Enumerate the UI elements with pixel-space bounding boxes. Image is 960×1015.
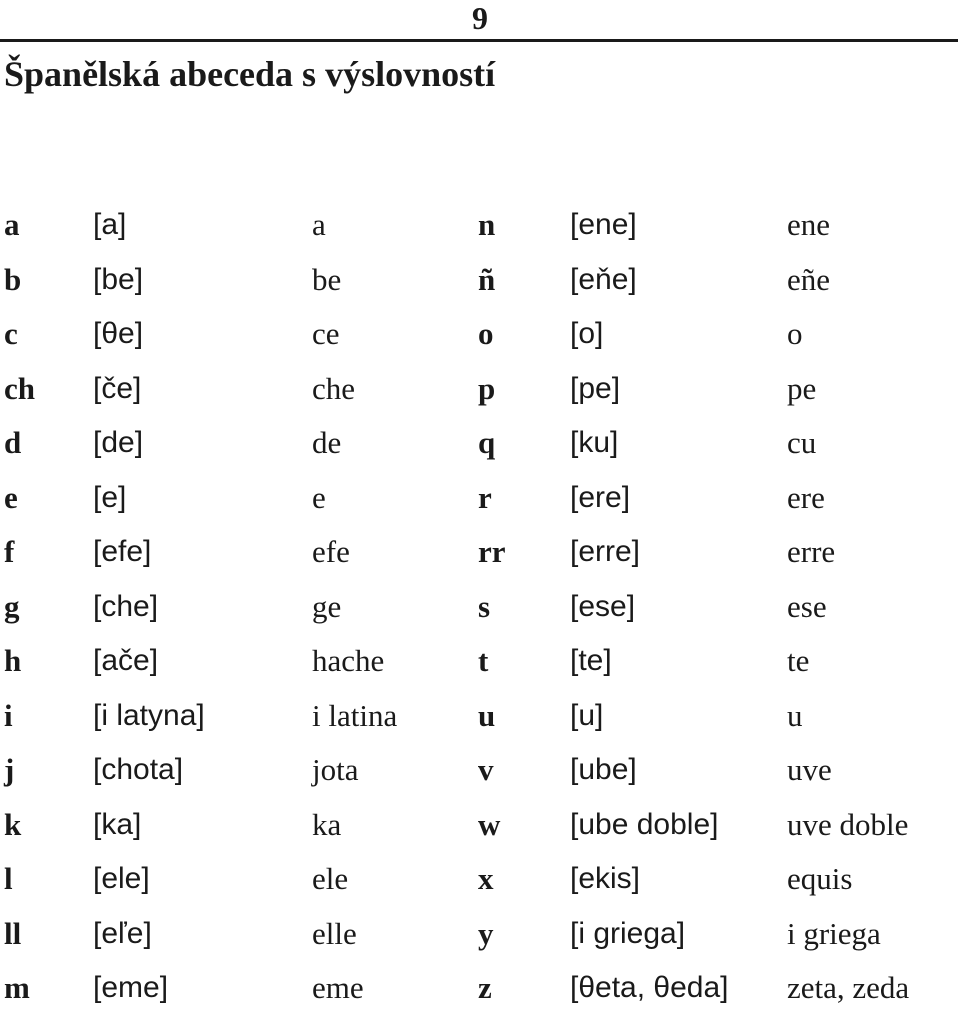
letter-right: t — [478, 643, 489, 678]
letter-right: s — [478, 588, 491, 624]
letter-name-right: u — [787, 697, 803, 733]
letter-left: m — [4, 970, 30, 1005]
letter-left: h — [4, 643, 22, 678]
alphabet-row — [0, 253, 960, 307]
letter-name-right: erre — [787, 534, 836, 569]
letter-name-right: ene — [787, 207, 831, 242]
letter-name-left: ce — [312, 316, 340, 351]
letter-left: a — [4, 207, 20, 242]
alphabet-row — [0, 307, 960, 361]
letter-name-right: i griega — [787, 915, 881, 951]
letter-name-left: be — [312, 261, 342, 297]
letter-name-right: cu — [787, 425, 817, 460]
letter-name-left: a — [312, 207, 326, 242]
alphabet-row — [0, 743, 960, 797]
pronunciation-left: [ele] — [93, 862, 150, 895]
alphabet-row — [0, 362, 960, 416]
alphabet-row — [0, 852, 960, 906]
alphabet-row — [0, 525, 960, 579]
letter-right: ñ — [478, 261, 496, 297]
letter-right: n — [478, 207, 496, 242]
letter-name-right: eñe — [787, 261, 831, 297]
letter-name-left: i latina — [312, 697, 398, 733]
letter-name-right: equis — [787, 861, 853, 896]
pronunciation-right: [ekis] — [570, 862, 641, 895]
letter-name-left: ele — [312, 861, 349, 896]
pronunciation-left: [če] — [93, 371, 142, 405]
letter-name-left: hache — [312, 643, 385, 678]
letter-name-right: ese — [787, 588, 827, 624]
letter-name-left: e — [312, 479, 326, 515]
letter-left: b — [4, 261, 22, 297]
letter-name-left: elle — [312, 915, 357, 951]
letter-left: f — [4, 534, 15, 569]
pronunciation-left: [ače] — [93, 644, 159, 677]
letter-right: o — [478, 316, 494, 351]
pronunciation-right: [o] — [570, 317, 604, 350]
letter-name-right: o — [787, 316, 803, 351]
letter-name-right: te — [787, 643, 810, 678]
alphabet-row — [0, 416, 960, 470]
letter-right: rr — [478, 534, 506, 569]
letter-left: ch — [4, 370, 35, 406]
letter-right: q — [478, 425, 496, 460]
letter-left: e — [4, 479, 18, 515]
letter-left: c — [4, 316, 18, 351]
pronunciation-right: [i griega] — [570, 916, 686, 950]
alphabet-row — [0, 961, 960, 1015]
pronunciation-left: [che] — [93, 589, 159, 623]
pronunciation-right: [ene] — [570, 208, 637, 241]
page-title: Španělská abeceda s výslovností — [4, 54, 496, 94]
letter-name-left: ka — [312, 806, 342, 842]
pronunciation-right: [erre] — [570, 535, 641, 568]
pronunciation-left: [eme] — [93, 971, 169, 1004]
letter-name-right: uve — [787, 752, 832, 787]
alphabet-row — [0, 471, 960, 525]
letter-left: j — [4, 752, 15, 787]
letter-name-left: efe — [312, 534, 350, 569]
pronunciation-left: [eľe] — [93, 916, 152, 950]
letter-name-right: ere — [787, 479, 825, 515]
pronunciation-right: [θeta, θeda] — [570, 971, 729, 1004]
letter-name-left: jota — [312, 752, 359, 787]
pronunciation-left: [i latyna] — [93, 698, 205, 732]
pronunciation-left: [be] — [93, 262, 144, 296]
pronunciation-right: [ube] — [570, 753, 637, 786]
pronunciation-right: [ube doble] — [570, 807, 719, 841]
pronunciation-right: [eňe] — [570, 262, 637, 296]
letter-name-right: pe — [787, 370, 817, 406]
letter-right: p — [478, 370, 496, 406]
letter-right: w — [478, 806, 501, 842]
page-number: 9 — [472, 0, 488, 36]
pronunciation-left: [a] — [93, 208, 127, 241]
pronunciation-right: [te] — [570, 644, 612, 677]
letter-name-left: de — [312, 425, 342, 460]
pronunciation-right: [ese] — [570, 589, 636, 623]
letter-name-left: eme — [312, 970, 364, 1005]
letter-right: y — [478, 915, 494, 951]
pronunciation-left: [efe] — [93, 535, 152, 568]
letter-left: ll — [4, 915, 22, 951]
pronunciation-left: [de] — [93, 426, 144, 459]
pronunciation-left: [θe] — [93, 317, 144, 350]
letter-name-right: zeta, zeda — [787, 970, 910, 1005]
alphabet-table — [0, 198, 960, 1012]
letter-name-right: uve doble — [787, 806, 909, 842]
letter-left: d — [4, 425, 22, 460]
pronunciation-right: [ku] — [570, 426, 619, 459]
letter-name-left: che — [312, 370, 356, 406]
letter-name-left: ge — [312, 588, 342, 624]
letter-right: x — [478, 861, 494, 896]
pronunciation-right: [u] — [570, 698, 604, 732]
alphabet-row — [0, 580, 960, 634]
letter-left: g — [4, 588, 20, 624]
letter-left: l — [4, 861, 13, 896]
alphabet-row — [0, 198, 960, 252]
pronunciation-right: [ere] — [570, 480, 631, 514]
pronunciation-left: [ka] — [93, 807, 142, 841]
pronunciation-left: [chota] — [93, 753, 184, 786]
letter-left: i — [4, 697, 13, 733]
alphabet-row — [0, 907, 960, 961]
pronunciation-right: [pe] — [570, 371, 621, 405]
alphabet-row — [0, 689, 960, 743]
alphabet-row — [0, 798, 960, 852]
letter-right: u — [478, 697, 496, 733]
alphabet-row — [0, 634, 960, 688]
letter-right: z — [478, 970, 492, 1005]
pronunciation-left: [e] — [93, 480, 127, 514]
page-rule — [0, 39, 958, 42]
letter-right: r — [478, 479, 492, 515]
letter-left: k — [4, 806, 22, 842]
letter-right: v — [478, 752, 494, 787]
